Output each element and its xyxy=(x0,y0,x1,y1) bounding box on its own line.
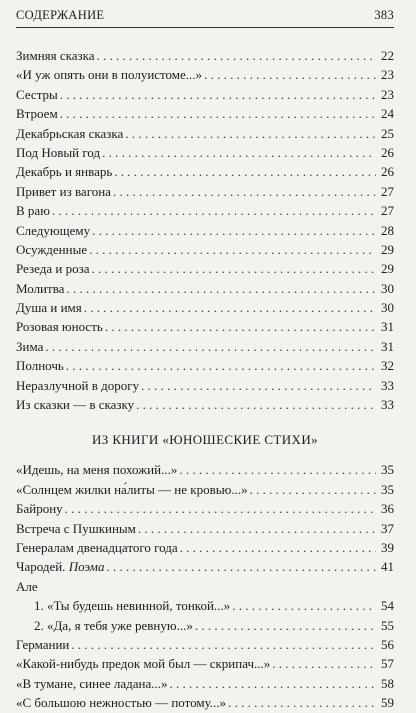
toc-entry-page: 29 xyxy=(381,241,394,257)
toc-entry-title-text: Зима xyxy=(16,338,44,354)
toc-entry-title xyxy=(16,240,87,259)
toc-entry xyxy=(16,596,394,615)
toc-entry-title xyxy=(16,85,58,104)
toc-entry-page: 27 xyxy=(381,203,394,219)
toc-entry-title xyxy=(16,654,270,673)
toc-entry-page: 32 xyxy=(381,358,394,374)
toc-entry-title-text: 2. «Да, я тебя уже ревную...» xyxy=(34,617,193,633)
dot-leader xyxy=(138,519,376,538)
toc-entry-page: 26 xyxy=(381,144,394,160)
toc-entry-page: 26 xyxy=(381,164,394,180)
dot-leader xyxy=(65,499,376,518)
toc-entry xyxy=(16,317,394,336)
dot-leader xyxy=(272,654,376,673)
dot-leader xyxy=(84,298,376,317)
toc-entry-title xyxy=(16,519,136,538)
toc-entry-title xyxy=(16,337,43,356)
dot-leader xyxy=(105,317,376,336)
toc-entry-page: 22 xyxy=(381,48,394,63)
toc-entry-title-text: Из сказки — в сказку xyxy=(16,397,135,413)
toc-entry xyxy=(16,635,394,654)
toc-entry xyxy=(16,85,394,104)
dot-leader xyxy=(89,240,376,259)
toc-entry-page: 23 xyxy=(381,67,394,83)
toc-entry xyxy=(16,460,394,479)
toc-entry xyxy=(16,104,394,123)
toc-entry xyxy=(16,577,394,596)
toc-entry-title xyxy=(16,143,100,162)
toc-entry-title xyxy=(16,538,178,557)
dot-leader xyxy=(102,143,376,162)
toc-entry-title xyxy=(16,221,90,240)
toc-entry-title xyxy=(34,596,230,615)
toc-entry-title xyxy=(16,201,50,220)
toc-entry-title xyxy=(16,460,177,479)
toc-entry-page: 37 xyxy=(381,520,394,536)
toc-entry xyxy=(16,654,394,673)
toc-entry xyxy=(16,259,394,278)
toc-entry-title-text: Неразлучной в дорогу xyxy=(16,377,140,393)
dot-leader xyxy=(179,460,376,479)
dot-leader xyxy=(114,162,376,181)
toc-entry-title-text: Осужденные xyxy=(16,241,88,257)
toc-entry xyxy=(16,124,394,143)
toc-entry-title xyxy=(16,480,248,499)
toc-entry-title-text: Декабрь и январь xyxy=(16,164,113,180)
toc-entry-page: 54 xyxy=(381,598,394,614)
toc-entry xyxy=(16,395,394,414)
toc-entry-title-text: Встреча с Пушкиным xyxy=(16,520,136,536)
dot-leader xyxy=(45,337,376,356)
toc-entry-page: 58 xyxy=(381,675,394,691)
toc-entry-title-text: Душа и имя xyxy=(16,300,82,316)
running-head-title: СОДЕРЖАНИЕ xyxy=(16,8,105,22)
dot-leader xyxy=(60,104,376,123)
toc-entry-title xyxy=(16,693,226,712)
toc-entry xyxy=(16,356,394,375)
dot-leader xyxy=(228,693,376,712)
toc-entry-title xyxy=(16,279,64,298)
dot-leader xyxy=(125,124,376,143)
toc-entry xyxy=(16,674,394,693)
toc-entry xyxy=(16,143,394,162)
toc-entry xyxy=(16,182,394,201)
toc-entry-page: 57 xyxy=(381,656,394,672)
toc-entry-title-text: Молитва xyxy=(16,280,65,296)
toc-entry-page: 33 xyxy=(381,377,394,393)
dot-leader xyxy=(60,85,376,104)
toc-entry-page: 31 xyxy=(381,319,394,335)
toc-entry-page: 55 xyxy=(381,617,394,633)
table-of-contents xyxy=(16,46,394,713)
dot-leader xyxy=(92,221,376,240)
dot-leader xyxy=(113,182,376,201)
toc-entry-title xyxy=(16,65,202,84)
toc-entry xyxy=(16,693,394,712)
toc-entry-page: 36 xyxy=(381,501,394,517)
dot-leader xyxy=(204,65,376,84)
toc-entry-title xyxy=(16,259,89,278)
toc-entry-title xyxy=(16,162,112,181)
toc-entry-title xyxy=(16,557,104,576)
header-rule xyxy=(16,27,394,28)
toc-entry-title-text: 1. «Ты будешь невинной, тонкой...» xyxy=(34,598,231,614)
toc-entry-page: 56 xyxy=(381,636,394,652)
toc-entry-page: 30 xyxy=(381,280,394,296)
toc-entry-title xyxy=(16,104,58,123)
toc-entry xyxy=(16,240,394,259)
toc-entry-title-text: «Какой-нибудь предок мой был — скрипач...» xyxy=(16,656,271,672)
toc-section-2 xyxy=(16,460,394,712)
dot-leader xyxy=(66,356,376,375)
toc-entry-title-text: Розовая юность xyxy=(16,319,103,335)
toc-entry-page: 31 xyxy=(381,338,394,354)
dot-leader xyxy=(170,674,377,693)
toc-entry xyxy=(16,279,394,298)
toc-entry-page: 24 xyxy=(381,106,394,122)
toc-entry-page: 30 xyxy=(381,300,394,316)
toc-entry xyxy=(16,499,394,518)
toc-entry-title xyxy=(16,317,103,336)
toc-entry-title-text: Генералам двенадцатого года xyxy=(16,539,178,555)
toc-entry-title-text: Декабрьская сказка xyxy=(16,125,124,141)
toc-entry-title xyxy=(16,46,95,65)
toc-entry-page: 33 xyxy=(381,397,394,413)
dot-leader xyxy=(71,635,376,654)
dot-leader xyxy=(232,596,376,615)
toc-entry-title xyxy=(16,298,82,317)
dot-leader xyxy=(180,538,376,557)
dot-leader xyxy=(66,279,376,298)
toc-entry xyxy=(16,201,394,220)
toc-section-1 xyxy=(16,46,394,414)
toc-entry xyxy=(16,162,394,181)
toc-entry xyxy=(16,65,394,84)
running-head xyxy=(16,8,394,23)
toc-entry-page: 23 xyxy=(381,86,394,102)
dot-leader xyxy=(141,376,376,395)
toc-entry xyxy=(16,46,394,65)
toc-entry-title-text: Байрону xyxy=(16,501,63,517)
toc-entry-title-text: Резеда и роза xyxy=(16,261,90,277)
toc-entry-title-text: Привет из вагона xyxy=(16,183,111,199)
toc-entry xyxy=(16,480,394,499)
section-heading: ИЗ КНИГИ «ЮНОШЕСКИЕ СТИХИ» xyxy=(91,432,319,448)
toc-entry-page: 35 xyxy=(381,462,394,478)
toc-entry-page: 25 xyxy=(381,125,394,141)
dot-leader xyxy=(136,395,376,414)
toc-entry-subtitle: Поэма xyxy=(68,559,105,575)
toc-entry xyxy=(16,557,394,576)
toc-entry-title-text: Зимняя сказка xyxy=(16,48,95,63)
toc-entry-title-text: Чародей. xyxy=(16,559,66,575)
toc-entry-title-text: Германии xyxy=(16,636,70,652)
toc-entry-title-text: Под Новый год xyxy=(16,144,101,160)
toc-entry xyxy=(16,298,394,317)
page-number: 383 xyxy=(374,8,394,22)
toc-entry-title xyxy=(16,356,64,375)
toc-entry xyxy=(16,337,394,356)
toc-entry-title-text: «В тумане, синее ладана...» xyxy=(16,675,168,691)
dot-leader xyxy=(106,557,376,576)
toc-entry-page: 39 xyxy=(381,539,394,555)
toc-entry-page: 28 xyxy=(381,222,394,238)
toc-entry-page: 59 xyxy=(381,695,394,711)
toc-entry-title-text: Але xyxy=(16,578,38,594)
toc-entry-page: 41 xyxy=(381,559,394,575)
toc-entry-title xyxy=(16,376,139,395)
toc-entry-title xyxy=(16,124,123,143)
toc-entry-title-text: Сестры xyxy=(16,86,58,102)
dot-leader xyxy=(91,259,376,278)
toc-entry-title-text: Следующему xyxy=(16,222,91,238)
toc-entry-title-text: «Идешь, на меня похожий...» xyxy=(16,462,178,478)
toc-entry-title-text: «И уж опять они в полуистоме...» xyxy=(16,67,203,83)
toc-entry xyxy=(16,538,394,557)
toc-entry xyxy=(16,376,394,395)
toc-entry xyxy=(16,519,394,538)
toc-entry-title xyxy=(16,395,134,414)
toc-entry-title xyxy=(34,616,193,635)
toc-entry-title-text: «Солнцем жилки на́литы — не кровью...» xyxy=(16,481,248,497)
toc-entry-title xyxy=(16,499,63,518)
toc-entry-page: 27 xyxy=(381,183,394,199)
toc-entry-title xyxy=(16,577,38,596)
toc-entry-title-text: В раю xyxy=(16,203,50,219)
toc-entry-page: 29 xyxy=(381,261,394,277)
dot-leader xyxy=(52,201,376,220)
toc-entry-page: 35 xyxy=(381,481,394,497)
toc-entry-title xyxy=(16,635,69,654)
toc-entry xyxy=(16,616,394,635)
toc-entry-title xyxy=(16,182,111,201)
dot-leader xyxy=(195,616,376,635)
toc-entry-title xyxy=(16,674,168,693)
dot-leader xyxy=(97,46,376,65)
dot-leader xyxy=(250,480,376,499)
toc-entry-title-text: Втроем xyxy=(16,106,58,122)
toc-entry-title-text: «С большою нежностью — потому...» xyxy=(16,695,227,711)
toc-entry-title-text: Полночь xyxy=(16,358,64,374)
toc-entry xyxy=(16,221,394,240)
